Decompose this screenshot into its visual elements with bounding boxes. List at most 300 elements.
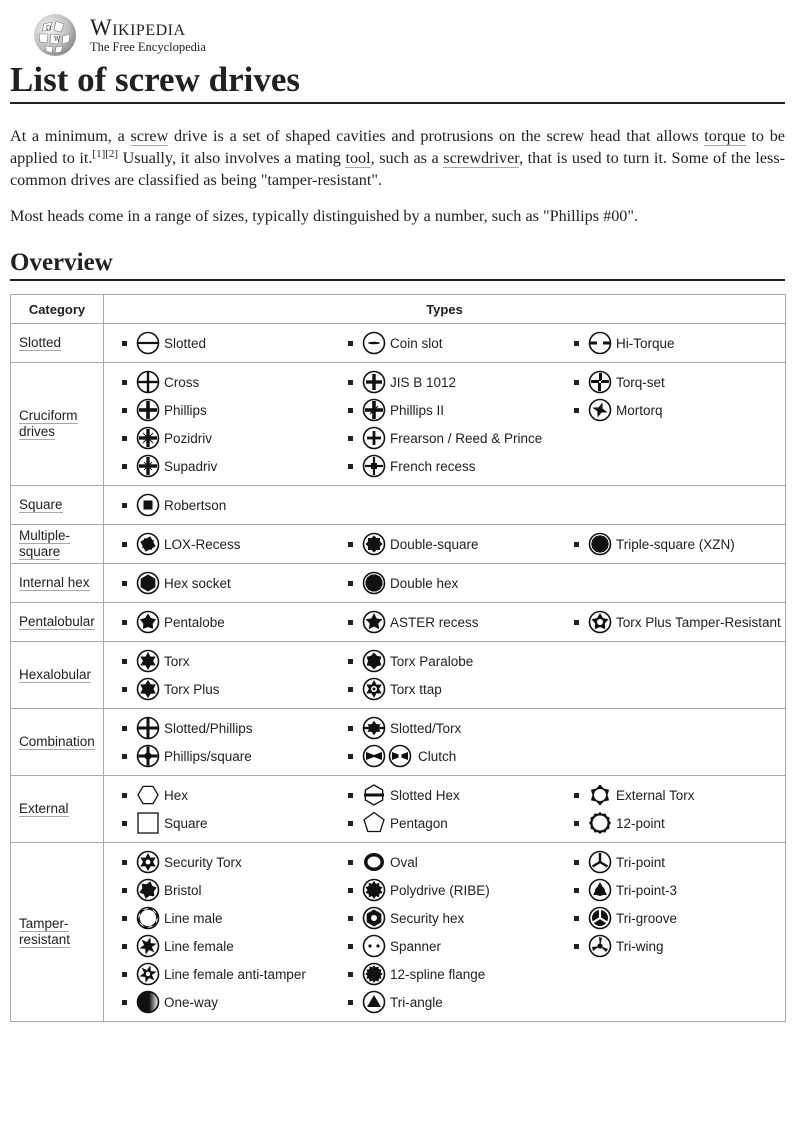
bristol-icon[interactable] <box>136 878 160 902</box>
bullet <box>348 687 353 692</box>
cross-icon[interactable] <box>136 370 160 394</box>
drive-type-label: Torx Paralobe <box>390 653 474 669</box>
intro-text: , such as a <box>370 149 444 167</box>
table-row <box>11 776 786 843</box>
sizes-paragraph: Most heads come in a range of sizes, typically distinguished by a number, such as "Phillips #00". <box>10 207 639 225</box>
bullet <box>348 464 353 469</box>
bullet <box>574 860 579 865</box>
torx-plus-tr-icon[interactable] <box>588 610 612 634</box>
list-item <box>122 810 348 836</box>
category-link[interactable]: Cruciform drives <box>19 408 78 439</box>
tool-link[interactable]: tool <box>345 149 371 167</box>
list-item <box>348 369 574 395</box>
lox-recess-icon[interactable] <box>136 532 160 556</box>
double-square-icon[interactable] <box>362 532 386 556</box>
category-cell <box>11 603 104 642</box>
drive-type-label: Line male <box>164 910 223 926</box>
list-item <box>348 609 574 635</box>
external-hex-icon[interactable] <box>136 783 160 807</box>
external-hex-icon <box>136 783 160 807</box>
torx-plus-icon[interactable] <box>136 677 160 701</box>
bullet <box>348 408 353 413</box>
list-item <box>574 905 795 931</box>
tri-wing-icon <box>588 934 612 958</box>
phillips-ii-icon[interactable] <box>362 398 386 422</box>
line-male-icon <box>136 906 160 930</box>
torx-icon[interactable] <box>136 649 160 673</box>
types-cell <box>104 843 786 1022</box>
coin-slot-icon <box>362 331 386 355</box>
category-link[interactable]: External <box>19 801 69 816</box>
list-item <box>574 849 795 875</box>
external-square-icon <box>136 811 160 835</box>
torx-ttap-icon <box>362 677 386 701</box>
list-item <box>348 715 574 741</box>
line-female-anti-tamper-icon <box>136 962 160 986</box>
bullet <box>122 620 127 625</box>
twelve-spline-flange-icon[interactable] <box>362 962 386 986</box>
hi-torque-icon[interactable] <box>588 331 612 355</box>
slotted-hex-icon[interactable] <box>362 783 386 807</box>
types-list <box>104 525 785 563</box>
intro-text: drive is a set of shaped cavities and protrusions on the screw head that allows <box>168 127 705 145</box>
bullet <box>122 726 127 731</box>
category-link[interactable]: Square <box>19 497 63 512</box>
types-list <box>104 776 785 842</box>
intro-text: At a minimum, a <box>10 127 131 145</box>
bullet <box>348 1000 353 1005</box>
triple-square-icon[interactable] <box>588 532 612 556</box>
tri-point-icon <box>588 850 612 874</box>
oval-icon <box>362 850 386 874</box>
tri-point-3-icon[interactable] <box>588 878 612 902</box>
drive-type-label: Hex socket <box>164 575 231 591</box>
list-item <box>122 782 348 808</box>
drive-type-label: Hex <box>164 787 189 803</box>
slotted-torx-icon[interactable] <box>362 716 386 740</box>
bullet <box>574 408 579 413</box>
intro-text: Usually, it also involves a mating <box>118 149 346 167</box>
frearson-icon <box>362 426 386 450</box>
line-female-icon[interactable] <box>136 934 160 958</box>
table-row <box>11 603 786 642</box>
drive-type-label: Slotted/Torx <box>390 720 462 736</box>
bullet <box>574 620 579 625</box>
drive-type-label: Square <box>164 815 208 831</box>
pentalobe-icon[interactable] <box>136 610 160 634</box>
torx-paralobe-icon <box>362 649 386 673</box>
list-item <box>574 397 795 423</box>
drive-type-label: Bristol <box>164 882 202 898</box>
drive-type-label: External Torx <box>616 787 695 803</box>
drive-type-label: 12-spline flange <box>390 966 486 982</box>
slotted-phillips-icon[interactable] <box>136 716 160 740</box>
list-item <box>122 330 348 356</box>
line-female-anti-tamper-icon[interactable] <box>136 962 160 986</box>
bullet <box>122 408 127 413</box>
drive-type-label: Pozidriv <box>164 430 213 446</box>
empty-slot <box>574 961 795 987</box>
jis-icon <box>362 370 386 394</box>
screwdriver-link[interactable]: screwdriver <box>443 149 520 167</box>
types-cell <box>104 363 786 486</box>
list-item <box>122 849 348 875</box>
table-row <box>11 525 786 564</box>
drive-type-label: Security Torx <box>164 854 242 870</box>
french-recess-icon[interactable] <box>362 454 386 478</box>
types-list <box>104 642 785 708</box>
cross-icon <box>136 370 160 394</box>
bullet <box>348 821 353 826</box>
spanner-icon <box>362 934 386 958</box>
types-list <box>104 843 785 1021</box>
drive-type-label: Line female anti-tamper <box>164 966 306 982</box>
list-item <box>122 905 348 931</box>
types-list <box>104 363 785 485</box>
category-cell <box>11 486 104 525</box>
list-item <box>348 397 574 423</box>
one-way-icon <box>136 990 160 1014</box>
list-item <box>348 425 574 451</box>
list-item <box>574 810 795 836</box>
tri-groove-icon[interactable] <box>588 906 612 930</box>
twelve-spline-flange-icon <box>362 962 386 986</box>
types-list <box>104 709 785 775</box>
hex-socket-icon <box>136 571 160 595</box>
hi-torque-icon <box>588 331 612 355</box>
double-square-icon <box>362 532 386 556</box>
table-row <box>11 363 786 486</box>
hex-socket-icon[interactable] <box>136 571 160 595</box>
twelve-point-icon <box>588 811 612 835</box>
bullet <box>348 436 353 441</box>
list-item <box>348 961 574 987</box>
bullet <box>574 821 579 826</box>
drive-type-label: Cross <box>164 374 200 390</box>
empty-slot <box>574 648 795 674</box>
list-item <box>122 648 348 674</box>
torx-paralobe-icon[interactable] <box>362 649 386 673</box>
category-link[interactable]: Multiple-square <box>19 528 71 559</box>
torx-ttap-icon[interactable] <box>362 677 386 701</box>
bullet <box>574 793 579 798</box>
drive-type-label: Spanner <box>390 938 442 954</box>
list-item <box>122 933 348 959</box>
supadriv-icon <box>136 454 160 478</box>
mortorq-icon[interactable] <box>588 398 612 422</box>
bullet <box>122 341 127 346</box>
list-item <box>348 676 574 702</box>
external-square-icon[interactable] <box>136 811 160 835</box>
bristol-icon <box>136 878 160 902</box>
empty-slot <box>574 715 795 741</box>
category-cell <box>11 642 104 709</box>
list-item <box>122 676 348 702</box>
title-divider <box>10 102 785 104</box>
drive-type-label: Coin slot <box>390 335 443 351</box>
drive-type-label: Oval <box>390 854 418 870</box>
types-cell <box>104 709 786 776</box>
screw-link[interactable]: screw <box>130 127 169 145</box>
pentagon-icon[interactable] <box>362 811 386 835</box>
category-link[interactable]: Tamper-resistant <box>19 916 71 947</box>
category-cell <box>11 363 104 486</box>
bullet <box>348 944 353 949</box>
reference-2-link[interactable]: [2] <box>105 148 119 160</box>
line-female-icon <box>136 934 160 958</box>
types-list <box>104 324 785 362</box>
drive-type-label: Security hex <box>390 910 465 926</box>
list-item <box>348 782 574 808</box>
drive-type-label: Torx <box>164 653 190 669</box>
one-way-icon[interactable] <box>136 990 160 1014</box>
torx-plus-icon <box>136 677 160 701</box>
table-row <box>11 324 786 363</box>
list-item <box>348 933 574 959</box>
security-torx-icon[interactable] <box>136 850 160 874</box>
bullet <box>122 436 127 441</box>
torque-link[interactable]: torque <box>704 127 746 145</box>
category-cell <box>11 324 104 363</box>
bullet <box>574 944 579 949</box>
drive-type-label: Phillips II <box>390 402 445 418</box>
types-cell <box>104 324 786 363</box>
tri-point-icon[interactable] <box>588 850 612 874</box>
bullet <box>122 581 127 586</box>
list-item <box>122 397 348 423</box>
torq-set-icon <box>588 370 612 394</box>
list-item <box>122 570 348 596</box>
jis-icon[interactable] <box>362 370 386 394</box>
reference-1-link[interactable]: [1] <box>92 148 106 160</box>
bullet <box>574 888 579 893</box>
slotted-torx-icon <box>362 716 386 740</box>
bullet <box>122 503 127 508</box>
wikipedia-globe-logo[interactable] <box>30 12 80 58</box>
list-item <box>574 933 795 959</box>
torx-icon <box>136 649 160 673</box>
drive-type-label: Line female <box>164 938 234 954</box>
drive-type-label: Torx Plus Tamper-Resistant <box>616 614 781 630</box>
category-cell <box>11 564 104 603</box>
robertson-icon <box>136 493 160 517</box>
external-torx-icon <box>588 783 612 807</box>
list-item <box>348 849 574 875</box>
table-header-row <box>11 295 786 324</box>
pentalobe-icon <box>136 610 160 634</box>
bullet <box>348 542 353 547</box>
list-item <box>122 453 348 479</box>
category-link[interactable]: Combination <box>19 734 95 749</box>
drive-type-label: Phillips/square <box>164 748 252 764</box>
list-item <box>122 715 348 741</box>
clutch-icon[interactable] <box>362 744 414 768</box>
types-list <box>104 603 785 641</box>
drive-type-label: LOX-Recess <box>164 536 241 552</box>
list-item <box>122 425 348 451</box>
wikipedia-wordmark[interactable] <box>90 16 206 54</box>
site-name: Wikipedia <box>90 15 186 41</box>
category-cell <box>11 525 104 564</box>
svg-text:Ω: Ω <box>46 25 51 32</box>
double-hex-icon <box>362 571 386 595</box>
list-item <box>348 989 574 1015</box>
bullet <box>122 916 127 921</box>
aster-recess-icon[interactable] <box>362 610 386 634</box>
types-cell <box>104 603 786 642</box>
drive-type-label: Pentalobe <box>164 614 225 630</box>
slotted-phillips-icon <box>136 716 160 740</box>
bullet <box>122 821 127 826</box>
drive-type-label: Slotted <box>164 335 207 351</box>
category-link[interactable]: Pentalobular <box>19 614 95 629</box>
bullet <box>122 1000 127 1005</box>
polydrive-icon[interactable] <box>362 878 386 902</box>
twelve-point-icon[interactable] <box>588 811 612 835</box>
drive-type-label: Tri-point-3 <box>616 882 678 898</box>
phillips-square-icon[interactable] <box>136 744 160 768</box>
double-hex-icon[interactable] <box>362 571 386 595</box>
category-link[interactable]: Slotted <box>19 335 62 350</box>
drive-type-label: Double hex <box>390 575 459 591</box>
security-torx-icon <box>136 850 160 874</box>
bullet <box>122 464 127 469</box>
bullet <box>348 581 353 586</box>
bullet <box>574 380 579 385</box>
slotted-icon <box>136 331 160 355</box>
drive-type-label: Clutch <box>418 748 457 764</box>
supadriv-icon[interactable] <box>136 454 160 478</box>
list-item <box>348 877 574 903</box>
table-row <box>11 486 786 525</box>
types-cell <box>104 564 786 603</box>
oval-icon[interactable] <box>362 850 386 874</box>
list-item <box>122 492 348 518</box>
bullet <box>122 972 127 977</box>
bullet <box>122 542 127 547</box>
bullet <box>348 620 353 625</box>
bullet <box>122 888 127 893</box>
drive-type-label: Phillips <box>164 402 207 418</box>
list-item <box>122 961 348 987</box>
list-item <box>574 877 795 903</box>
security-hex-icon <box>362 906 386 930</box>
list-item <box>348 648 574 674</box>
drive-type-label: Polydrive (RIBE) <box>390 882 490 898</box>
coin-slot-icon[interactable] <box>362 331 386 355</box>
list-item <box>348 905 574 931</box>
list-item <box>122 531 348 557</box>
drive-type-label: Robertson <box>164 497 227 513</box>
bullet <box>348 793 353 798</box>
torx-plus-tr-icon <box>588 610 612 634</box>
table-row <box>11 564 786 603</box>
types-column-header: Types <box>104 295 786 324</box>
external-torx-icon[interactable] <box>588 783 612 807</box>
section-heading-overview: Overview <box>10 249 113 276</box>
security-hex-icon[interactable] <box>362 906 386 930</box>
empty-slot <box>574 425 795 451</box>
bullet <box>348 754 353 759</box>
bullet <box>122 687 127 692</box>
robertson-icon[interactable] <box>136 493 160 517</box>
slotted-icon[interactable] <box>136 331 160 355</box>
list-item <box>348 453 574 479</box>
drive-type-label: Torq-set <box>616 374 665 390</box>
drive-type-label: Tri-wing <box>616 938 664 954</box>
torq-set-icon[interactable] <box>588 370 612 394</box>
site-header <box>30 12 206 58</box>
tri-point-3-icon <box>588 878 612 902</box>
bullet <box>348 341 353 346</box>
tri-wing-icon[interactable] <box>588 934 612 958</box>
bullet <box>122 944 127 949</box>
bullet <box>348 972 353 977</box>
spanner-icon[interactable] <box>362 934 386 958</box>
bullet <box>122 659 127 664</box>
table-row <box>11 843 786 1022</box>
category-cell <box>11 776 104 843</box>
list-item <box>122 877 348 903</box>
phillips-icon <box>136 398 160 422</box>
drive-type-label: Double-square <box>390 536 479 552</box>
drive-type-label: Supadriv <box>164 458 218 474</box>
types-cell <box>104 642 786 709</box>
lox-recess-icon <box>136 532 160 556</box>
list-item <box>122 989 348 1015</box>
types-cell <box>104 486 786 525</box>
page-title: List of screw drives <box>10 60 300 99</box>
types-cell <box>104 525 786 564</box>
list-item <box>574 369 795 395</box>
list-item <box>348 570 574 596</box>
phillips-ii-icon <box>362 398 386 422</box>
list-item <box>348 810 574 836</box>
clutch-b-icon <box>388 744 412 768</box>
bullet <box>348 380 353 385</box>
slotted-hex-icon <box>362 783 386 807</box>
types-cell <box>104 776 786 843</box>
line-male-icon[interactable] <box>136 906 160 930</box>
overview-table <box>10 294 786 1022</box>
category-column-header: Category <box>11 295 104 324</box>
list-item <box>348 743 574 769</box>
drive-type-label: ASTER recess <box>390 614 479 630</box>
bullet <box>574 542 579 547</box>
list-item <box>574 330 795 356</box>
phillips-icon[interactable] <box>136 398 160 422</box>
bullet <box>348 888 353 893</box>
list-item <box>574 531 795 557</box>
category-link[interactable]: Internal hex <box>19 575 90 590</box>
drive-type-label: Tri-point <box>616 854 666 870</box>
category-link[interactable]: Hexalobular <box>19 667 92 682</box>
frearson-icon[interactable] <box>362 426 386 450</box>
drive-type-label: Frearson / Reed & Prince <box>390 430 543 446</box>
section-divider <box>10 279 785 281</box>
pozidriv-icon <box>136 426 160 450</box>
types-list <box>104 486 785 524</box>
tri-angle-icon[interactable] <box>362 990 386 1014</box>
list-item <box>122 609 348 635</box>
list-item <box>574 782 795 808</box>
bullet <box>122 380 127 385</box>
pozidriv-icon[interactable] <box>136 426 160 450</box>
drive-type-label: Pentagon <box>390 815 448 831</box>
polydrive-icon <box>362 878 386 902</box>
drive-type-label: Tri-groove <box>616 910 678 926</box>
drive-type-label: Tri-angle <box>390 994 443 1010</box>
